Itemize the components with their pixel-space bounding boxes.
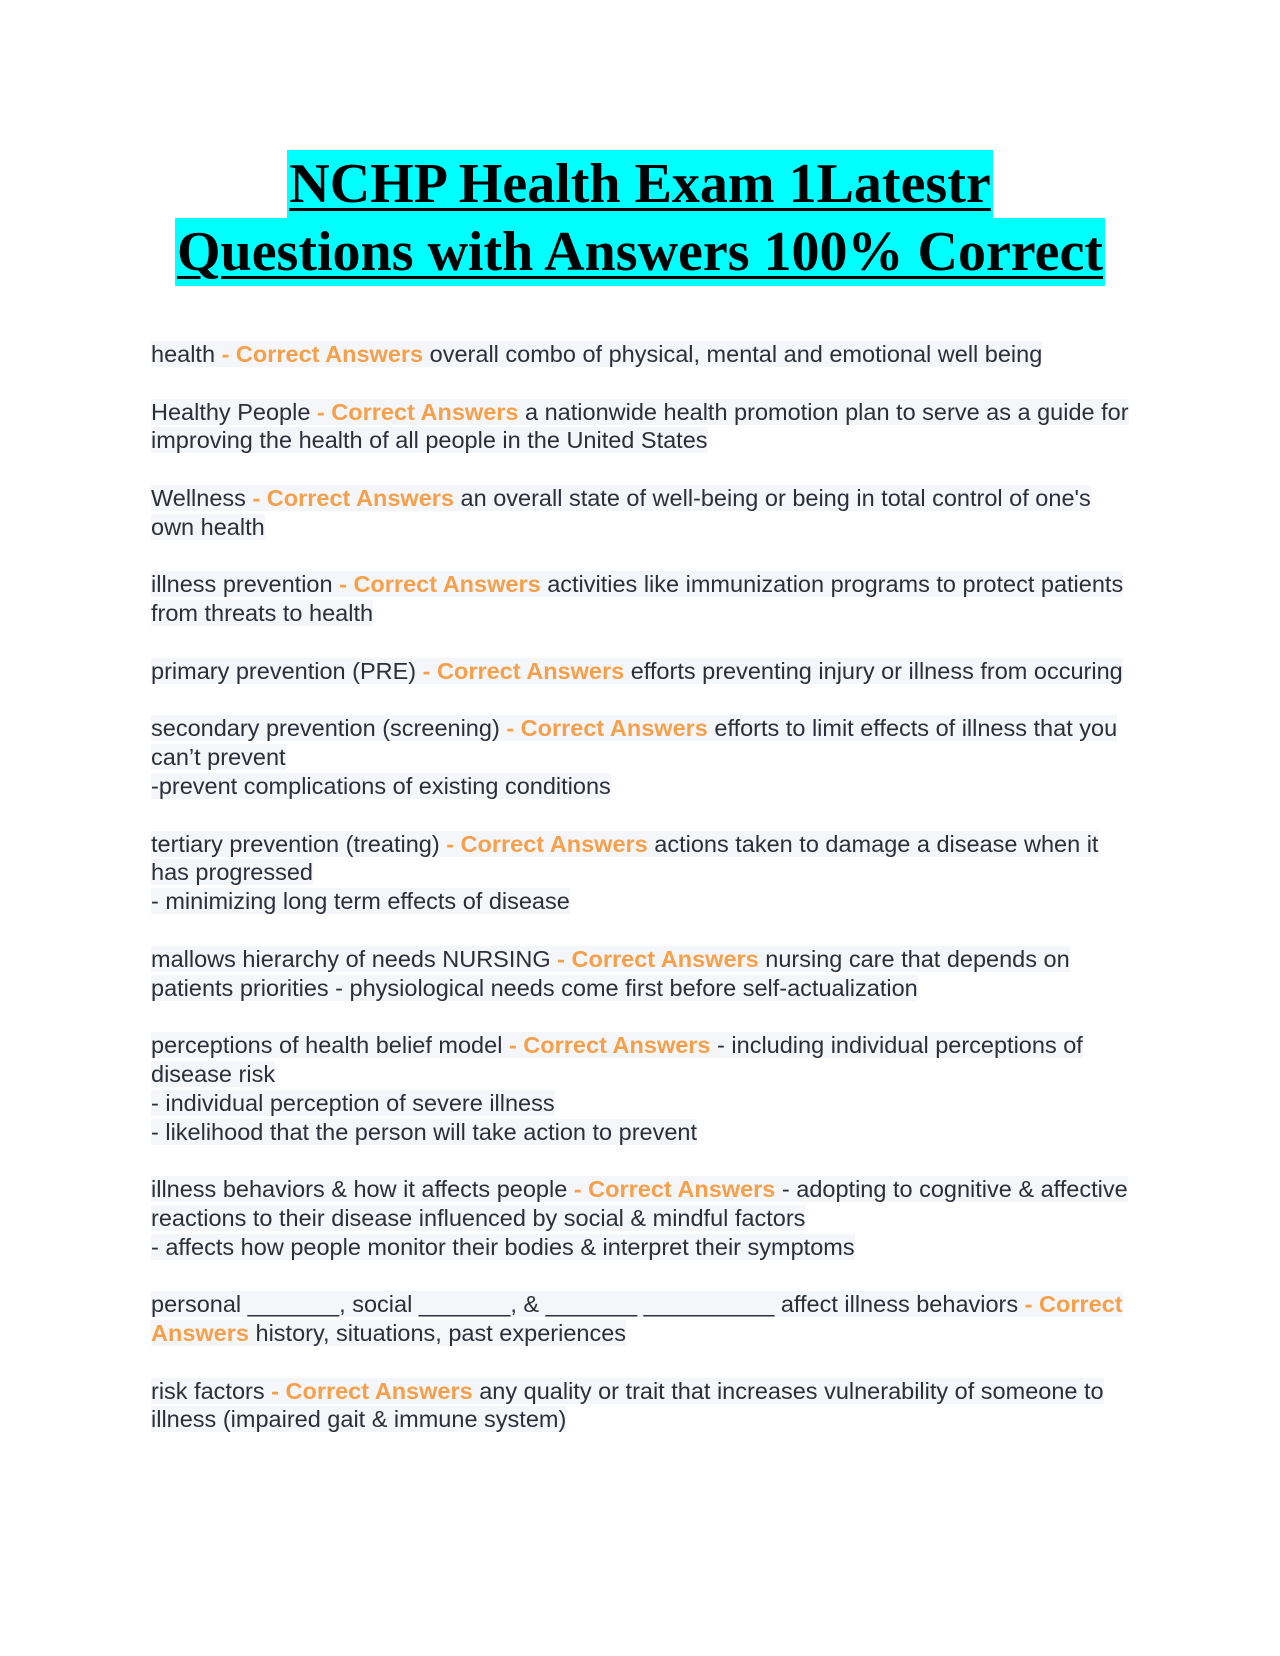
entry-answer-line: -prevent complications of existing conditions	[151, 772, 611, 799]
correct-answers-label: - Correct Answers	[271, 1377, 473, 1404]
entry-answer: any quality or trait that increases vulnerability of someone to illness (impaired gait & immune system)	[151, 1377, 1104, 1433]
correct-answers-label: - Correct Answers	[221, 341, 424, 367]
qa-entry	[151, 1377, 1131, 1435]
correct-answers-label: - Correct Answers	[557, 945, 759, 972]
entry-term: illness prevention	[151, 571, 340, 598]
entry-term: health	[151, 341, 222, 367]
entry-term: mallows hierarchy of needs NURSING	[151, 945, 558, 972]
correct-answers-label: - Correct Answers	[339, 571, 541, 598]
entry-term: personal _______, social _______, & _______ __________ affect illness behaviors	[151, 1291, 1025, 1318]
correct-answers-label: - Correct Answers	[316, 398, 519, 425]
entry-answer-line: - likelihood that the person will take action to prevent	[151, 1118, 698, 1145]
qa-entry	[151, 830, 1131, 916]
entry-answer: an overall state of well-being or being in total control of one's own health	[151, 484, 1091, 540]
entry-answer: efforts to limit effects of illness that you can’t prevent	[151, 715, 1118, 771]
entry-term: secondary prevention (screening)	[151, 715, 507, 742]
qa-entry	[151, 1175, 1131, 1261]
entry-answer: efforts preventing injury or illness from occuring	[624, 657, 1123, 684]
entry-answer: overall combo of physical, mental and emotional well being	[423, 341, 1043, 367]
correct-answers-label: - Correct Answers	[252, 484, 454, 511]
document-title	[0, 150, 1280, 286]
entry-answer: - including individual perceptions of disease risk	[151, 1032, 1083, 1087]
qa-entry	[151, 570, 1131, 628]
correct-answers-label: - Correct Answers	[151, 1291, 1123, 1347]
entry-term: illness behaviors & how it affects people	[151, 1176, 574, 1203]
qa-list	[151, 340, 1131, 1463]
qa-entry	[151, 340, 1131, 369]
qa-entry	[151, 1031, 1131, 1146]
title-line-2: Questions with Answers 100% Correct	[175, 218, 1105, 286]
correct-answers-label: - Correct Answers	[573, 1176, 776, 1203]
correct-answers-label: - Correct Answers	[506, 715, 708, 742]
entry-term: Healthy People	[151, 398, 317, 425]
qa-entry	[151, 484, 1131, 542]
qa-entry	[151, 945, 1131, 1003]
entry-answer-line: - minimizing long term effects of disease	[151, 888, 570, 915]
entry-term: primary prevention (PRE)	[151, 657, 423, 684]
correct-answers-label: - Correct Answers	[446, 830, 648, 857]
entry-term: tertiary prevention (treating)	[151, 830, 447, 857]
entry-term: Wellness	[151, 484, 253, 511]
qa-entry	[151, 657, 1131, 686]
correct-answers-label: - Correct Answers	[508, 1032, 711, 1059]
entry-answer: - adopting to cognitive & affective reactions to their disease influenced by social & mindful factors	[151, 1176, 1128, 1231]
correct-answers-label: - Correct Answers	[422, 657, 625, 684]
entry-answer-line: - individual perception of severe illness	[151, 1089, 555, 1116]
entry-answer: a nationwide health promotion plan to serve as a guide for improving the health of all people in the United States	[151, 398, 1129, 454]
qa-entry	[151, 714, 1131, 800]
entry-answer: actions taken to damage a disease when it has progressed	[151, 830, 1099, 886]
title-line-1: NCHP Health Exam 1Latestr	[287, 150, 992, 218]
entry-answer: history, situations, past experiences	[248, 1320, 627, 1347]
entry-answer: nursing care that depends on patients priorities - physiological needs come first before self-actualization	[151, 945, 1070, 1001]
entry-answer-line: - affects how people monitor their bodies & interpret their symptoms	[151, 1233, 855, 1260]
entry-term: perceptions of health belief model	[151, 1032, 509, 1059]
qa-entry	[151, 398, 1131, 456]
entry-term: risk factors	[151, 1377, 272, 1404]
entry-answer: activities like immunization programs to protect patients from threats to health	[151, 571, 1124, 627]
qa-entry	[151, 1290, 1131, 1348]
